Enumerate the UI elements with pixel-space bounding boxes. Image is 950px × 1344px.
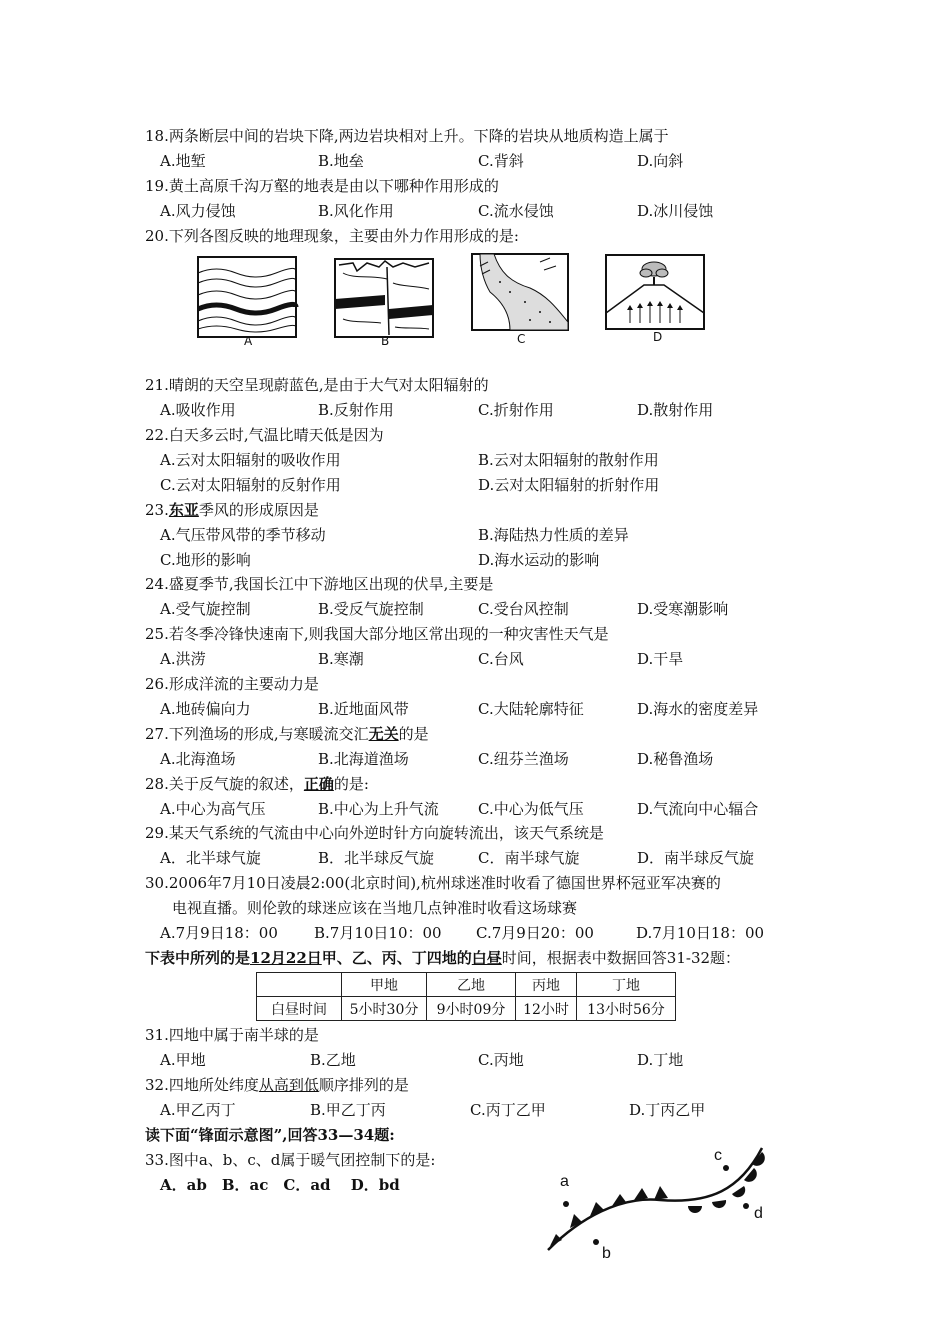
q31-option-a: A.甲地 xyxy=(160,1051,206,1069)
q21-option-d: D.散射作用 xyxy=(637,401,714,419)
emphasis-correct: 正确 xyxy=(303,775,334,793)
table-header-jia: 甲地 xyxy=(342,973,427,997)
q25-option-b: B.寒潮 xyxy=(318,650,364,668)
table-row xyxy=(257,997,676,1021)
q25-option-c: C.台风 xyxy=(478,650,524,668)
question-22-stem: 22.白天多云时,气温比晴天低是因为 xyxy=(145,426,384,444)
question-25-stem: 25.若冬季冷锋快速南下,则我国大部分地区常出现的一种灾害性天气是 xyxy=(145,625,609,643)
q21-option-c: C.折射作用 xyxy=(478,401,554,419)
question-30-stem-line1: 30.2006年7月10日凌晨2:00(北京时间),杭州球迷准时收看了德国世界杯冠亚军决赛的 xyxy=(145,874,721,892)
q19-option-d: D.冰川侵蚀 xyxy=(637,202,714,220)
q31-option-d: D.丁地 xyxy=(637,1051,684,1069)
table-row-label: 白昼时间 xyxy=(257,997,342,1021)
q32-option-a: A.甲乙丙丁 xyxy=(160,1101,236,1119)
figure-label-b: B xyxy=(381,334,390,348)
figure-label-c: C xyxy=(517,332,526,346)
figure-label-d: D xyxy=(653,330,663,344)
q24-option-d: D.受寒潮影响 xyxy=(637,600,729,618)
q27-option-a: A.北海渔场 xyxy=(160,750,236,768)
point-a-dot xyxy=(563,1201,569,1207)
q23-option-d: D.海水运动的影响 xyxy=(478,551,600,569)
q25-option-a: A.洪涝 xyxy=(160,650,206,668)
point-b-label: b xyxy=(602,1245,611,1262)
q26-option-a: A.地砖偏向力 xyxy=(160,700,251,718)
table-header-yi: 乙地 xyxy=(427,973,516,997)
question-24-stem: 24.盛夏季节,我国长江中下游地区出现的伏旱,主要是 xyxy=(145,575,494,593)
q19-option-b: B.风化作用 xyxy=(318,202,394,220)
question-21-stem: 21.晴朗的天空呈现蔚蓝色,是由于大气对太阳辐射的 xyxy=(145,376,489,394)
q25-option-d: D.干旱 xyxy=(637,650,684,668)
q21-option-a: A.吸收作用 xyxy=(160,401,236,419)
q28-option-a: A.中心为高气压 xyxy=(160,800,266,818)
table-intro: 下表中所列的是12月22日甲、乙、丙、丁四地的白昼时间，根据表中数据回答31-32题： xyxy=(145,949,741,967)
q29-option-c: C．南半球气旋 xyxy=(478,849,580,867)
q27-option-b: B.北海道渔场 xyxy=(318,750,409,768)
q19-option-a: A.风力侵蚀 xyxy=(160,202,236,220)
q18-option-b: B.地垒 xyxy=(318,152,364,170)
q21-option-b: B.反射作用 xyxy=(318,401,394,419)
q19-option-c: C.流水侵蚀 xyxy=(478,202,554,220)
question-19-stem: 19.黄土高原千沟万壑的地表是由以下哪种作用形成的 xyxy=(145,177,499,195)
table-cell: 5小时30分 xyxy=(342,997,427,1021)
q18-option-a: A.地堑 xyxy=(160,152,206,170)
table-header-bing: 丙地 xyxy=(516,973,577,997)
q32-option-b: B.甲乙丁丙 xyxy=(310,1101,386,1119)
q26-option-b: B.近地面风带 xyxy=(318,700,409,718)
q32-option-c: C.丙丁乙甲 xyxy=(470,1101,546,1119)
table-cell: 12小时 xyxy=(516,997,577,1021)
front-diagram-intro: 读下面“锋面示意图”,回答33—34题: xyxy=(145,1126,395,1144)
daylight-table xyxy=(256,972,676,1021)
question-20-stem: 20.下列各图反映的地理现象，主要由外力作用形成的是: xyxy=(145,227,519,245)
figure-d-volcano xyxy=(604,253,708,333)
q32-option-d: D.丁丙乙甲 xyxy=(629,1101,706,1119)
question-32-stem: 32.四地所处纬度从高到低顺序排列的是 xyxy=(145,1076,409,1094)
q24-option-b: B.受反气旋控制 xyxy=(318,600,424,618)
q29-option-d: D．南半球反气旋 xyxy=(637,849,755,867)
q22-option-d: D.云对太阳辐射的折射作用 xyxy=(478,476,660,494)
q27-option-d: D.秘鲁渔场 xyxy=(637,750,714,768)
q28-option-b: B.中心为上升气流 xyxy=(318,800,439,818)
question-18-stem: 18.两条断层中间的岩块下降,两边岩块相对上升。下降的岩块从地质构造上属于 xyxy=(145,127,669,145)
question-30-stem-line2: 电视直播。则伦敦的球迷应该在当地几点钟准时收看这场球赛 xyxy=(172,899,578,917)
question-23-stem: 23.东亚季风的形成原因是 xyxy=(145,501,319,519)
point-c-dot xyxy=(723,1165,729,1171)
question-27-stem: 27.下列渔场的形成,与寒暖流交汇无关的是 xyxy=(145,725,429,743)
point-a-label: a xyxy=(560,1173,569,1190)
q28-option-d: D.气流向中心辐合 xyxy=(637,800,759,818)
q22-option-b: B.云对太阳辐射的散射作用 xyxy=(478,451,659,469)
table-header-row xyxy=(257,973,676,997)
q30-option-a: A.7月9日18：00 xyxy=(160,924,278,942)
q26-option-d: D.海水的密度差异 xyxy=(637,700,759,718)
point-c-label: c xyxy=(714,1147,722,1164)
cold-front-triangles xyxy=(550,1186,668,1246)
question-26-stem: 26.形成洋流的主要动力是 xyxy=(145,675,319,693)
front-diagram xyxy=(540,1138,780,1268)
q27-option-c: C.纽芬兰渔场 xyxy=(478,750,569,768)
q30-option-b: B.7月10日10：00 xyxy=(314,924,442,942)
q23-option-b: B.海陆热力性质的差异 xyxy=(478,526,629,544)
point-d-label: d xyxy=(754,1205,763,1222)
q23-option-a: A.气压带风带的季节移动 xyxy=(160,526,326,544)
question-33-stem: 33.图中a、b、c、d属于暖气团控制下的是: xyxy=(145,1151,436,1169)
q26-option-c: C.大陆轮廓特征 xyxy=(478,700,584,718)
figure-c-alluvial-fan xyxy=(470,252,572,334)
table-cell: 9小时09分 xyxy=(427,997,516,1021)
q18-option-c: C.背斜 xyxy=(478,152,524,170)
emphasis-east-asia: 东亚 xyxy=(168,501,199,519)
q24-option-c: C.受台风控制 xyxy=(478,600,569,618)
q30-option-d: D.7月10日18：00 xyxy=(636,924,765,942)
table-header-ding: 丁地 xyxy=(577,973,676,997)
q31-option-c: C.丙地 xyxy=(478,1051,524,1069)
q33-options: A．ab B．ac C．ad D．bd xyxy=(160,1176,400,1194)
emphasis-unrelated: 无关 xyxy=(368,725,399,743)
table-cell: 13小时56分 xyxy=(577,997,676,1021)
question-28-stem: 28.关于反气旋的叙述，正确的是: xyxy=(145,775,369,793)
question-29-stem: 29.某天气系统的气流由中心向外逆时针方向旋转流出，该天气系统是 xyxy=(145,824,604,842)
q18-option-d: D.向斜 xyxy=(637,152,684,170)
q24-option-a: A.受气旋控制 xyxy=(160,600,251,618)
q22-option-c: C.云对太阳辐射的反射作用 xyxy=(160,476,341,494)
q29-option-b: B．北半球反气旋 xyxy=(318,849,435,867)
q31-option-b: B.乙地 xyxy=(310,1051,356,1069)
q29-option-a: A．北半球气旋 xyxy=(160,849,261,867)
point-d-dot xyxy=(743,1203,749,1209)
q30-option-c: C.7月9日20：00 xyxy=(476,924,594,942)
question-31-stem: 31.四地中属于南半球的是 xyxy=(145,1026,319,1044)
q22-option-a: A.云对太阳辐射的吸收作用 xyxy=(160,451,341,469)
point-b-dot xyxy=(593,1239,599,1245)
table-header-blank xyxy=(257,973,342,997)
figure-label-a: A xyxy=(244,334,253,348)
emphasis-high-to-low: 从高到低 xyxy=(258,1076,319,1094)
q23-option-c: C.地形的影响 xyxy=(160,551,251,569)
q28-option-c: C.中心为低气压 xyxy=(478,800,584,818)
